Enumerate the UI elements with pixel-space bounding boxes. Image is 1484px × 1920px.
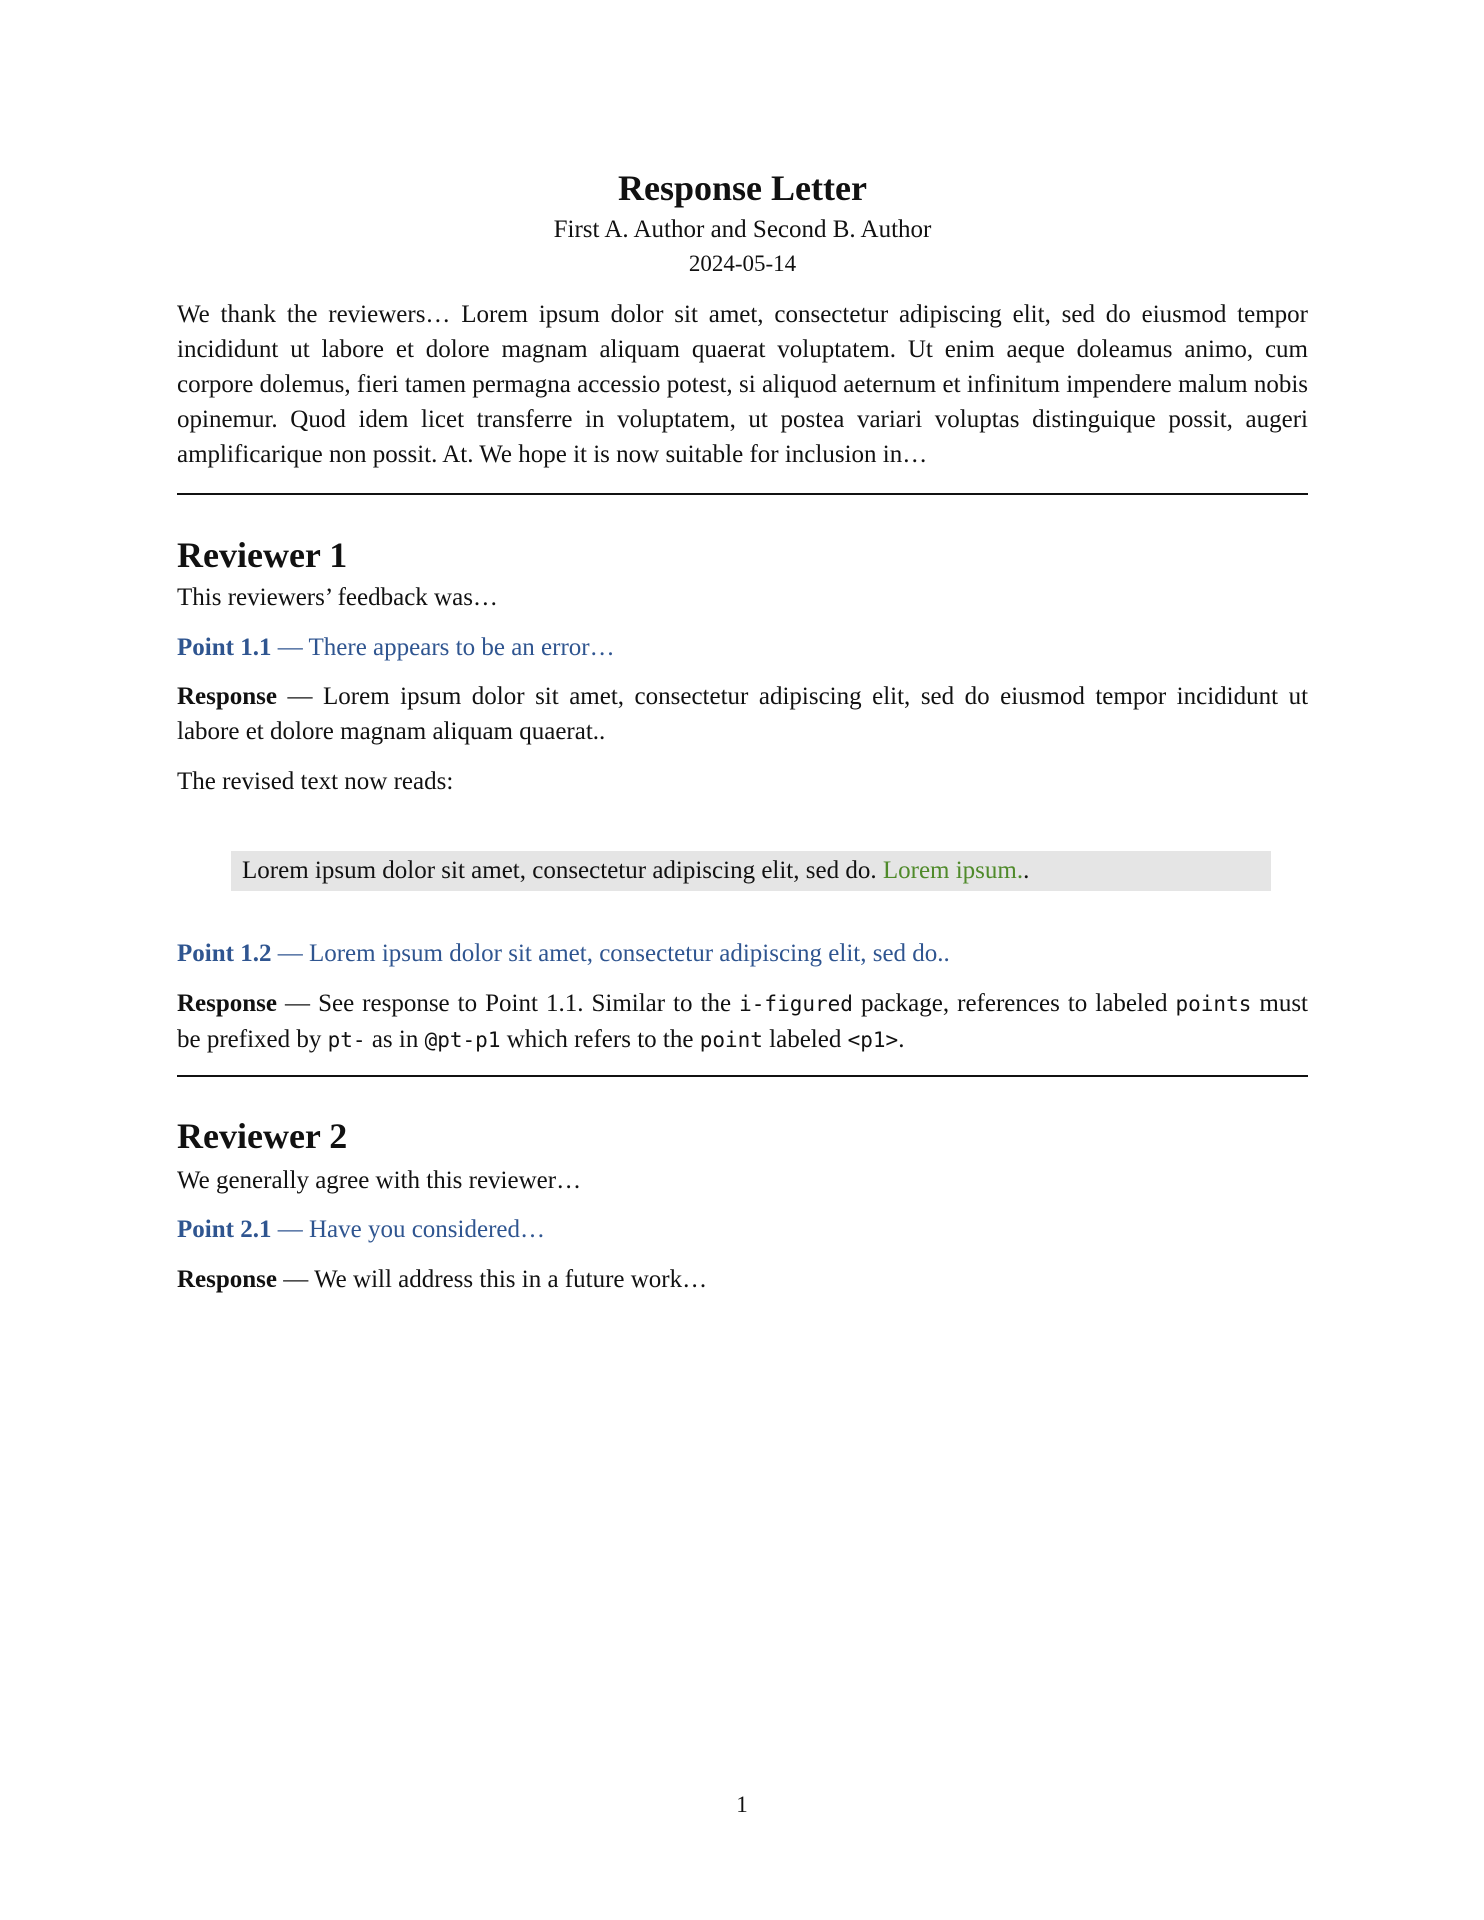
point-text: Have you considered… (308, 1216, 545, 1243)
quote-text: Lorem ipsum dolor sit amet, consectetur adipiscing elit, sed do. (242, 857, 883, 884)
response-dash: — (277, 683, 324, 710)
response-text: We will address this in a future work… (314, 1266, 708, 1293)
code-p1-label: <p1> (847, 1028, 899, 1052)
response-1-2 (177, 986, 1308, 1058)
point-label: Point 1.1 (177, 634, 272, 661)
point-dash: — (271, 634, 309, 661)
code-point: point (699, 1028, 763, 1052)
point-1-1 (177, 630, 1308, 665)
response-label: Response (177, 683, 278, 710)
quote-end: . (1023, 857, 1030, 884)
reviewer-2-heading: Reviewer 2 (177, 1116, 348, 1156)
point-text: Lorem ipsum dolor sit amet, consectetur adipiscing elit, sed do.. (308, 940, 950, 967)
code-pt-p1-ref: @pt-p1 (424, 1028, 501, 1052)
response-text-part: which refers to the (500, 1026, 700, 1053)
response-dash: — (277, 990, 319, 1017)
response-text-part: . (898, 1026, 905, 1053)
code-i-figured: i-figured (739, 992, 853, 1016)
point-dash: — (271, 1216, 309, 1243)
section-divider (177, 1075, 1308, 1077)
code-points: points (1175, 992, 1252, 1016)
document-date: 2024-05-14 (688, 251, 797, 276)
response-text-part: as in (365, 1026, 425, 1053)
document-authors: First A. Author and Second B. Author (553, 216, 932, 243)
point-label: Point 2.1 (177, 1216, 272, 1243)
intro-paragraph: We thank the reviewers… Lorem ipsum dolor sit amet, consectetur adipiscing elit, sed do eiusmod tempor incididunt ut labore et dolore magnam aliquam quaerat voluptatem. Ut enim aeque doleamus animo, cum corpore dolemus, fieri tamen permagna accessio potest, si aliquod aeternum et infinitum impendere malum nobis opinemur. Quod idem licet transferre in voluptatem, ut postea variari voluptas distinguique possit, augeri amplificarique non possit. At. We hope it is now suitable for inclusion in… (177, 301, 1308, 468)
response-text-part: labeled (762, 1026, 848, 1053)
code-pt-prefix: pt- (327, 1028, 366, 1052)
response-1-1 (177, 679, 1308, 749)
section-divider (177, 493, 1308, 495)
reviewer-1-summary: This reviewers’ feedback was… (177, 584, 498, 611)
reviewer-1-heading: Reviewer 1 (177, 535, 348, 575)
reviewer-2-summary: We generally agree with this reviewer… (177, 1167, 582, 1194)
response-text-part: package, references to labeled (852, 990, 1176, 1017)
response-text-part: must be prefixed by (177, 990, 1309, 1053)
revised-text-quote (231, 851, 1271, 891)
response-label: Response (177, 1266, 278, 1293)
quote-highlight: Lorem ipsum. (882, 857, 1024, 884)
revised-text-intro: The revised text now reads: (177, 768, 454, 795)
point-label: Point 1.2 (177, 940, 272, 967)
response-dash: — (277, 1266, 315, 1293)
response-label: Response (177, 990, 278, 1017)
response-text: Lorem ipsum dolor sit amet, consectetur adipiscing elit, sed do eiusmod tempor incididunt ut labore et dolore magnam aliquam quaerat.. (177, 683, 1309, 745)
point-dash: — (271, 940, 309, 967)
response-2-1 (177, 1262, 1308, 1297)
response-text-part: See response to Point 1.1. Similar to the (318, 990, 740, 1017)
point-1-2 (177, 936, 1308, 971)
page-number: 1 (736, 1792, 748, 1817)
document-title: Response Letter (618, 168, 867, 208)
point-text: There appears to be an error… (308, 634, 615, 661)
point-2-1 (177, 1212, 1308, 1247)
